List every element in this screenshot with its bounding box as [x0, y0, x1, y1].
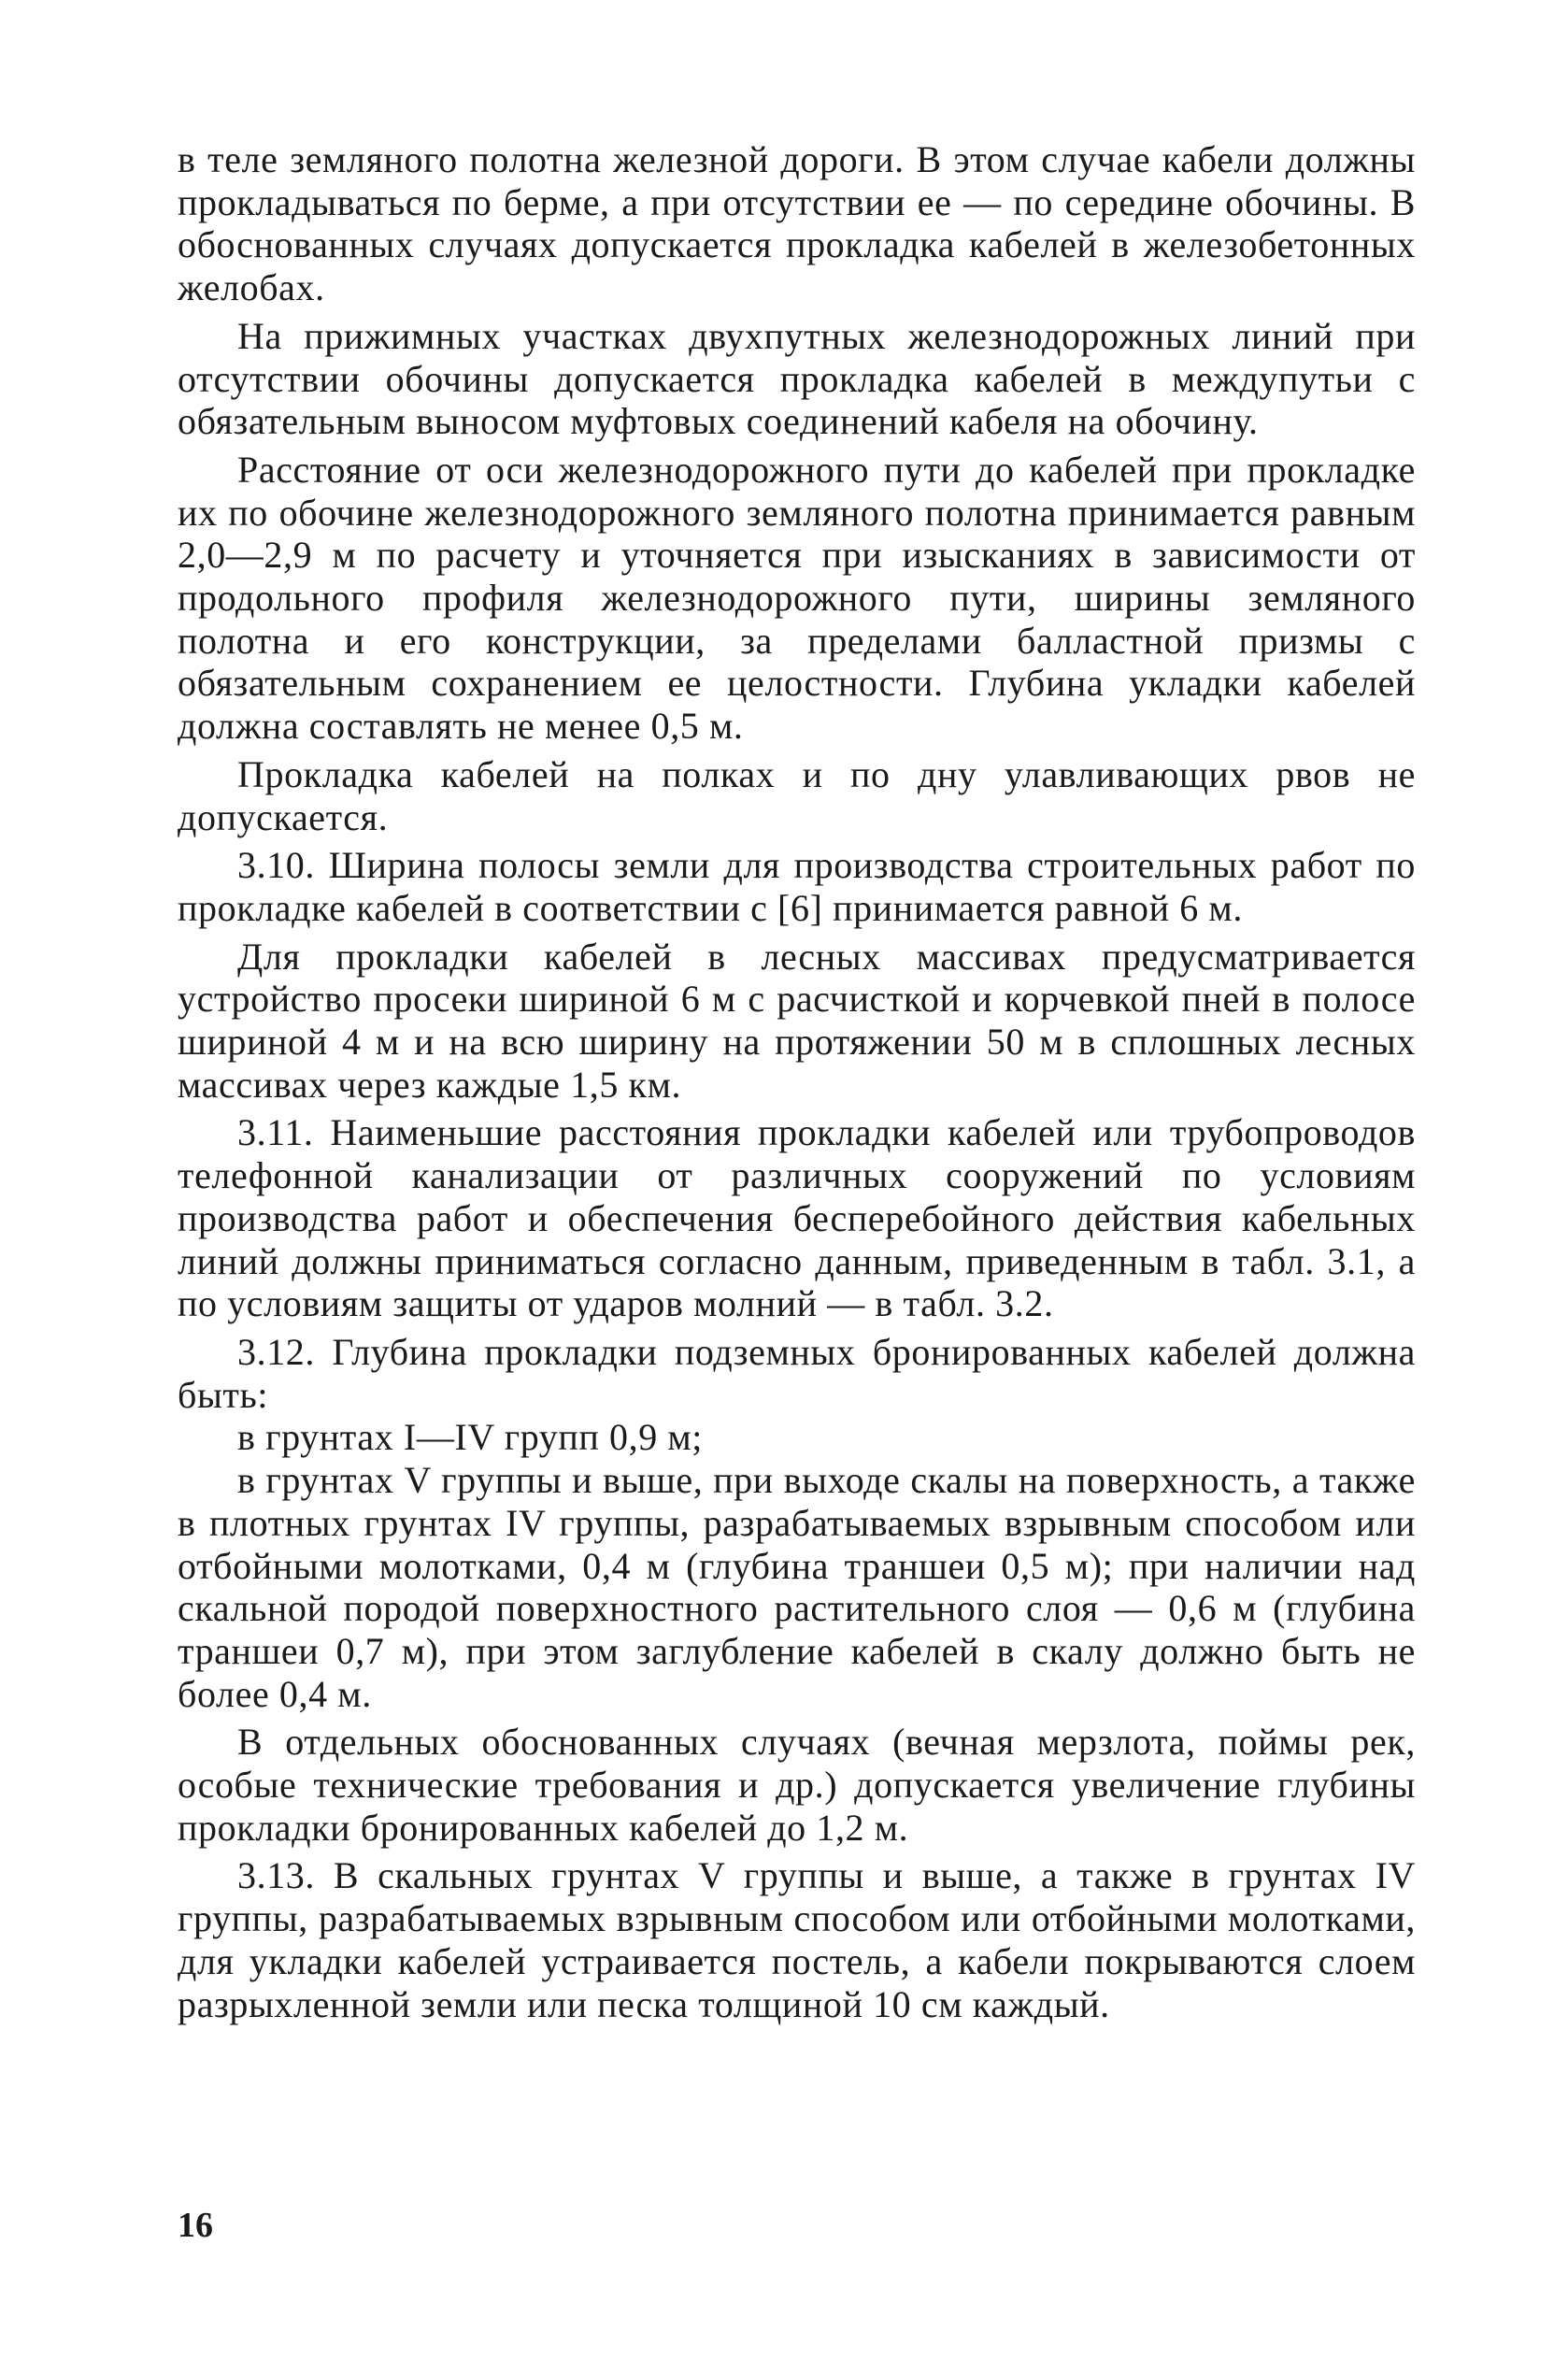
paragraph-4: Прокладка кабелей на полках и по дну улавливающих рвов не допускается. — [178, 752, 1416, 838]
paragraph-7: 3.11. Наименьшие расстояния прокладки кабелей или трубопроводов телефонной канализации от различных сооружений по условиям производства работ и обеспечения бесперебойного действия кабельных линий должны приниматься согласно данным, приведенным в табл. 3.1, а по условиям защиты от ударов молний — в табл. 3.2. — [178, 1111, 1416, 1325]
paragraph-10: в грунтах V группы и выше, при выходе скалы на поверхность, а также в плотных грунтах IV группы, разрабатываемых взрывным способом или отбойными молотками, 0,4 м (глубина траншеи 0,5 м); при наличии над скальной породой поверхностного растительного слоя — 0,6 м (глубина траншеи 0,7 м), при этом заглубление кабелей в скалу должно быть не более 0,4 м. — [178, 1459, 1416, 1715]
paragraph-9: в грунтах I—IV групп 0,9 м; — [237, 1416, 704, 1459]
paragraph-5: 3.10. Ширина полосы земли для производства строительных работ по прокладке кабелей в соответствии с [6] принимается равной 6 м. — [178, 844, 1416, 929]
paragraph-11: В отдельных обоснованных случаях (вечная мерзлота, поймы рек, особые технические требования и др.) допускается увеличение глубины прокладки бронированных кабелей до 1,2 м. — [178, 1721, 1416, 1849]
paragraph-6: Для прокладки кабелей в лесных массивах предусматривается устройство просеки шириной 6 м с расчисткой и корчевкой пней в полосе шириной 4 м и на всю ширину на протяжении 50 м в сплошных лесных массивах через каждые 1,5 км. — [178, 935, 1416, 1106]
page-body — [178, 138, 1416, 2025]
paragraph-3: Расстояние от оси железнодорожного пути до кабелей при прокладке их по обочине железнодорожного земляного полотна принимается равным 2,0—2,9 м по расчету и уточняется при изысканиях в зависимости от продольного профиля железнодорожного пути, ширины земляного полотна и его конструкции, за пределами балластной призмы с обязательным сохранением ее целостности. Глубина укладки кабелей должна составлять не менее 0,5 м. — [178, 448, 1416, 748]
page-number: 16 — [178, 2206, 213, 2245]
paragraph-2: На прижимных участках двухпутных железнодорожных линий при отсутствии обочины допускается прокладка кабелей в междупутьи с обязательным выносом муфтовых соединений кабеля на обочину. — [178, 314, 1416, 443]
paragraph-8: 3.12. Глубина прокладки подземных бронированных кабелей должна быть: — [178, 1330, 1416, 1416]
paragraph-1: в теле земляного полотна железной дороги. В этом случае кабели должны прокладываться по берме, а при отсутствии ее — по середине обочины. В обоснованных случаях допускается прокладка кабелей в железобетонных желобах. — [178, 138, 1416, 309]
paragraph-12: 3.13. В скальных грунтах V группы и выше, а также в грунтах IV группы, разрабатываемых взрывным способом или отбойными молотками, для укладки кабелей устраивается постель, а кабели покрываются слоем разрыхленной земли или песка толщиной 10 см каждый. — [178, 1854, 1416, 2025]
